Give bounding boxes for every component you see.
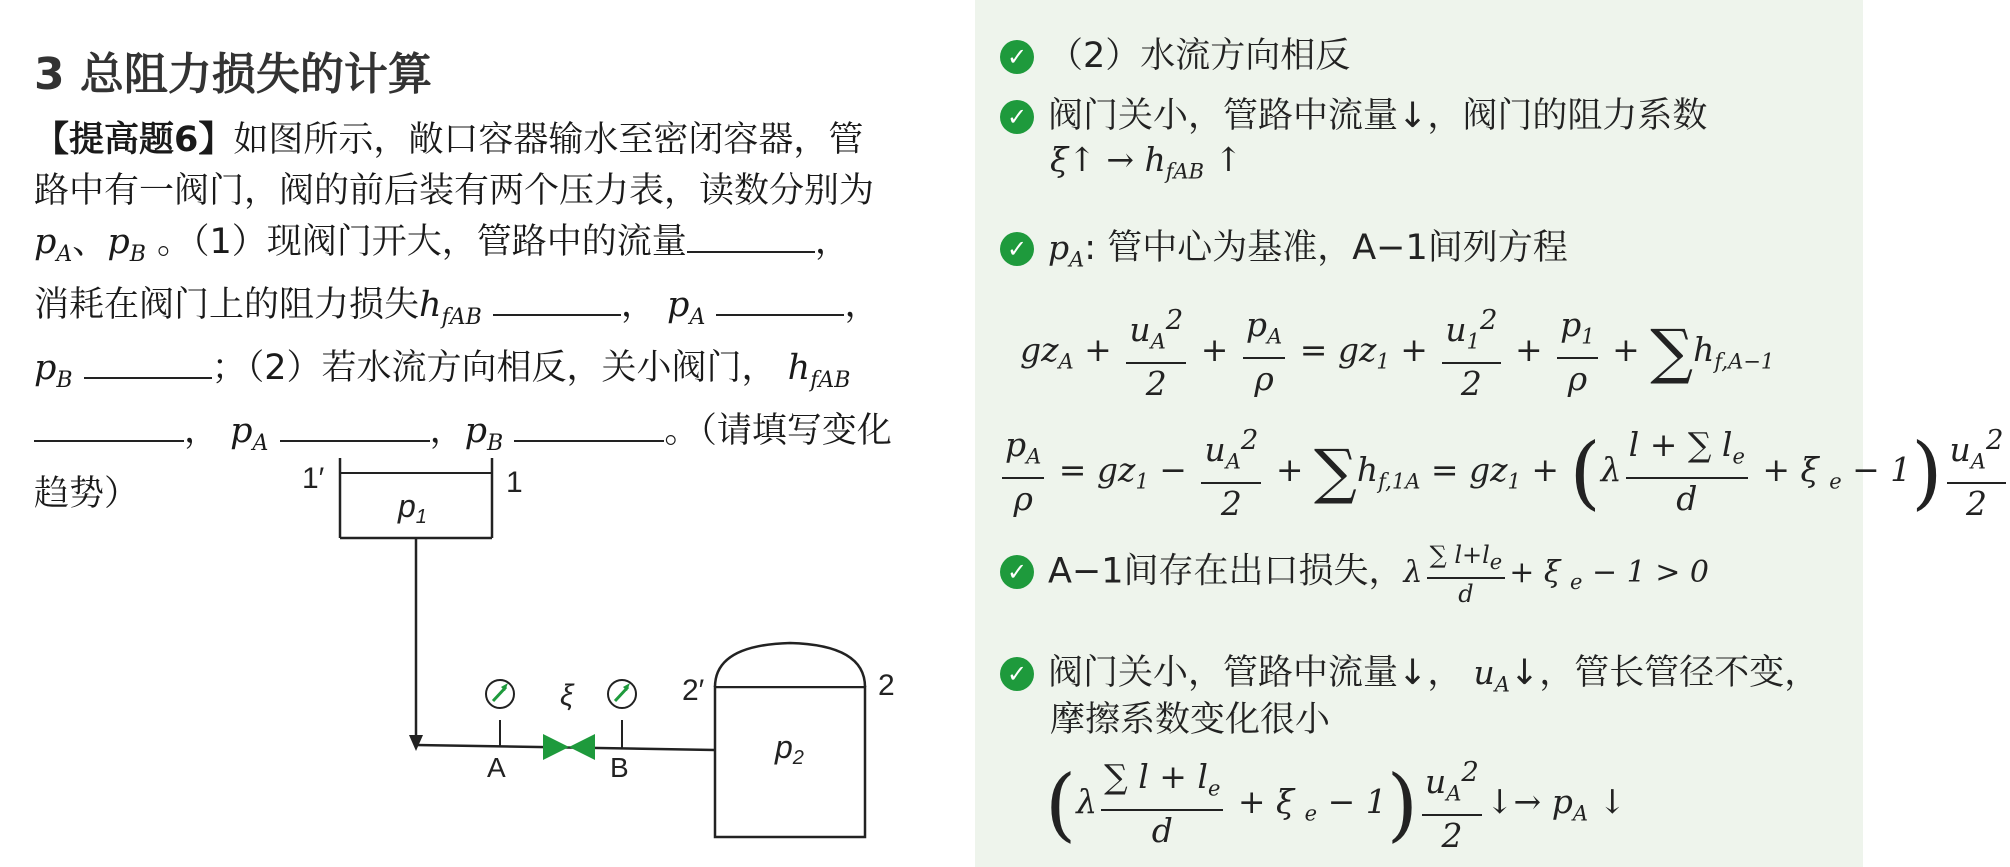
gauge-a-label: A bbox=[487, 752, 506, 783]
check-icon: ✓ bbox=[1000, 100, 1034, 134]
bullet-5: ✓ 阀门关小，管路中流量↓， $u_A↓$，管长管径不变， bbox=[1000, 645, 1819, 697]
equation-pa: $\frac{p_A}{\rho}$ = $gz_1$ − $\frac{u_A^2}{2}$ + $\sum h_{f,1A} = gz_1 + (\lambda$ $\frac{l + \sum l_e}{d}$ + ξ $_e$ − 1) $\frac{u_A^2}{2}$ bbox=[998, 420, 2010, 524]
bullet-1-text: （2）水流方向相反 bbox=[1048, 36, 1351, 76]
bullet-3: ✓ $p_A$: 管中心为基准，A−1间列方程 bbox=[1000, 220, 1568, 272]
equation-conclusion: (λ $\frac{\sum l + l_e}{d}$ + ξ $_e$ − 1) $\frac{u_A^2}{2}$ ↓→ $p_A$ ↓ bbox=[1045, 752, 1626, 856]
bullet-2 bbox=[1000, 88, 1707, 138]
bullet-5-text-b: ↓，管长管径不变， bbox=[1509, 653, 1820, 693]
bullet-1 bbox=[1000, 28, 1350, 78]
valve-resistance-symbol: ξ bbox=[560, 679, 574, 712]
tank1-pressure-label: p1 bbox=[398, 488, 427, 528]
blank-pa-1[interactable] bbox=[716, 284, 844, 316]
mark-1-prime: 1′ bbox=[302, 462, 325, 495]
mark-2: 2 bbox=[878, 669, 895, 702]
tank2-pressure-label: p2 bbox=[775, 729, 804, 769]
problem-text: 【提高题6】如图所示，敞口容器输水至密闭容器，管 路中有一阀门，阀的前后装有两个压力表，读数分别为 $p_A$、$p_B$ 。（1）现阀门开大，管路中的流量 ， 消耗在阀门上的阻力损失$h_{fAB}$ ， $p_A$ ， $p_B$ ；（2）若水流方向相反，关小阀门， $h_{fAB}$ ， $p_A$ ，$p_B$ 。（请填写变化 趋势） bbox=[34, 120, 892, 514]
blank-pb-2[interactable] bbox=[514, 410, 664, 442]
check-icon: ✓ bbox=[1000, 555, 1034, 589]
bullet-4: ✓ A−1间存在出口损失，λ $\frac{\sum l+l_e}{d}$ + ξ $_e$ − 1 > 0 bbox=[1000, 540, 1709, 609]
equation-bernoulli: $gz_A$ + $\frac{u_A^2}{2}$ + $\frac{p_A}{\rho}$ = $gz_1$ + $\frac{u_1^2}{2}$ + $\frac{p_1}{\rho}$ + $\sum h_{f,A-1}$ bbox=[1020, 300, 1774, 404]
mark-2-prime: 2′ bbox=[682, 674, 705, 707]
bullet-2-text: 阀门关小，管路中流量↓，阀门的阻力系数 bbox=[1048, 96, 1708, 136]
problem-tag: 【提高题6】 bbox=[34, 120, 234, 160]
pressure-gauge-b bbox=[608, 680, 636, 748]
pressure-gauge-a bbox=[486, 680, 514, 746]
blank-hfab-2[interactable] bbox=[34, 410, 184, 442]
problem-line-3: 。（1）现阀门开大，管路中的流量 bbox=[157, 222, 687, 262]
valve bbox=[543, 734, 595, 760]
blank-pb-1[interactable] bbox=[84, 347, 212, 379]
blank-flow[interactable] bbox=[687, 221, 815, 253]
bullet-2-formula: ξ↑ → $h_{fAB}$ ↑ bbox=[1050, 140, 1243, 184]
mark-1: 1 bbox=[506, 466, 523, 499]
problem-line-7: 趋势） bbox=[34, 474, 140, 514]
check-icon: ✓ bbox=[1000, 40, 1034, 74]
problem-line-6: 。（请填写变化 bbox=[664, 411, 892, 451]
problem-line-2: 路中有一阀门，阀的前后装有两个压力表，读数分别为 bbox=[34, 171, 875, 211]
problem-line-4: 消耗在阀门上的阻力损失 bbox=[34, 285, 420, 325]
blank-pa-2[interactable] bbox=[280, 410, 430, 442]
problem-line-1: 如图所示，敞口容器输水至密闭容器，管 bbox=[233, 120, 864, 160]
check-icon: ✓ bbox=[1000, 657, 1034, 691]
bullet-5-text-a: 阀门关小，管路中流量↓， bbox=[1048, 653, 1463, 693]
pipe-diagram bbox=[290, 455, 930, 855]
check-icon: ✓ bbox=[1000, 232, 1034, 266]
bullet-5-line-2: 摩擦系数变化很小 bbox=[1050, 700, 1331, 740]
problem-line-5: ；（2）若水流方向相反，关小阀门， bbox=[211, 348, 777, 388]
blank-hfab-1[interactable] bbox=[493, 284, 621, 316]
gauge-b-label: B bbox=[610, 752, 629, 783]
section-title: 3 总阻力损失的计算 bbox=[34, 49, 432, 100]
bullet-3-text: : 管中心为基准，A−1间列方程 bbox=[1084, 228, 1568, 268]
bullet-4-text: A−1间存在出口损失， bbox=[1048, 551, 1404, 592]
flow-arrow bbox=[409, 735, 423, 751]
